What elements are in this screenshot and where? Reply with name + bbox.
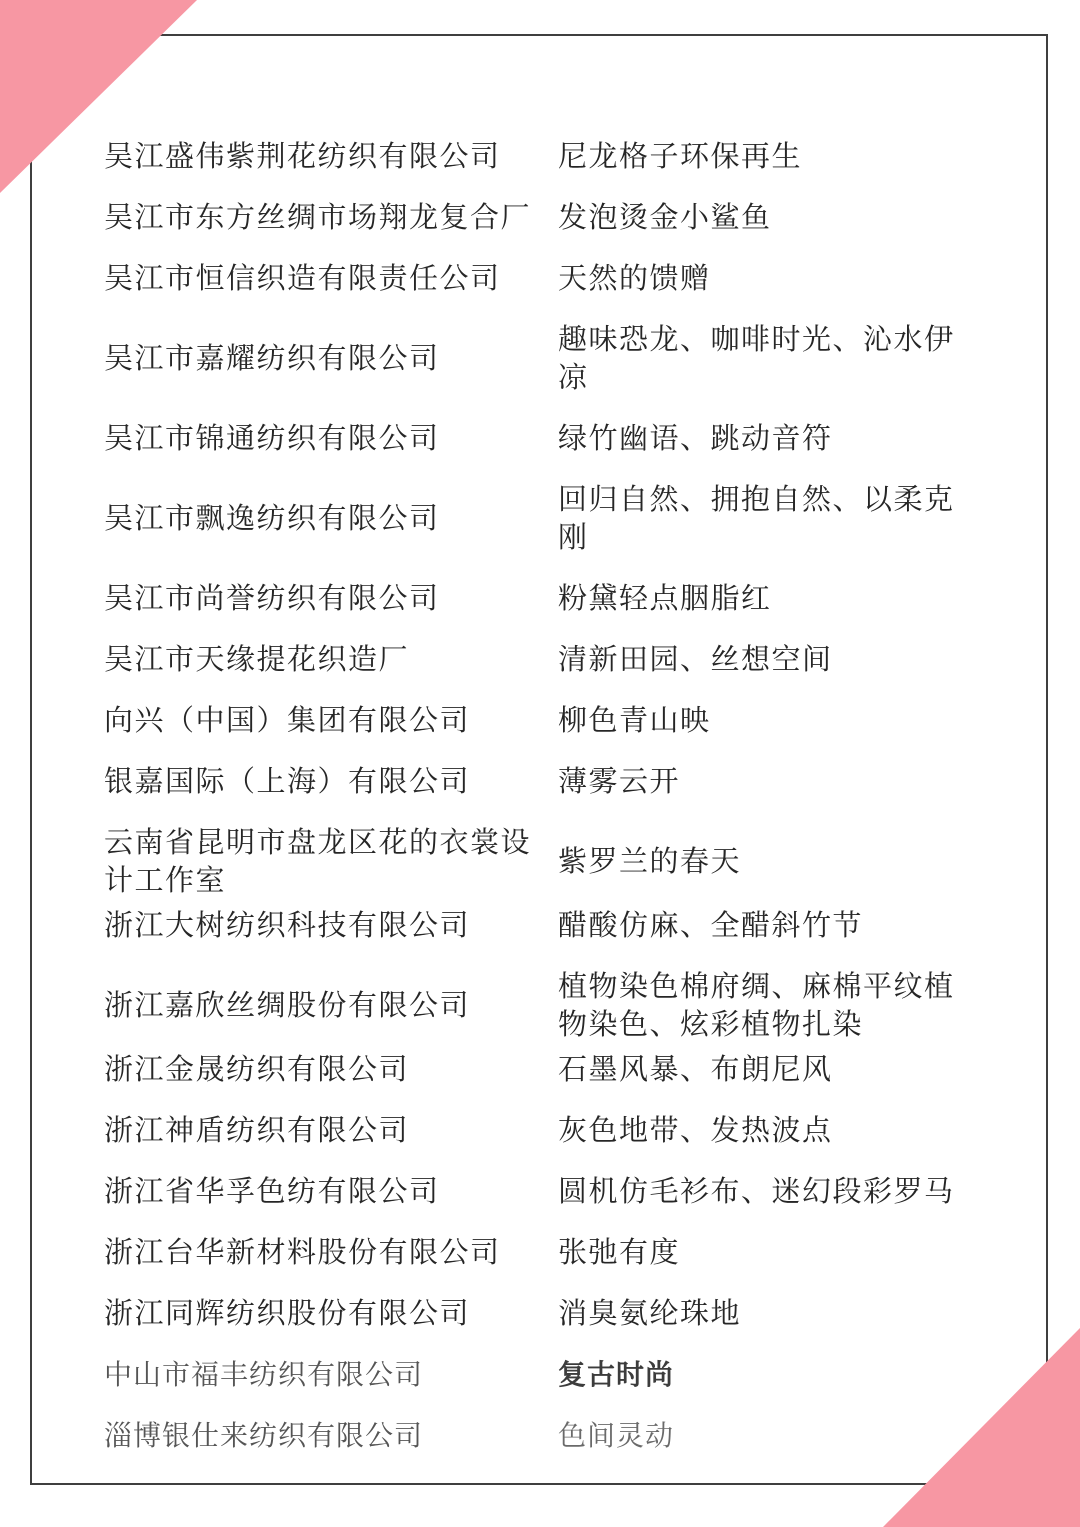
product-names: 张弛有度 xyxy=(558,1237,681,1269)
table-row xyxy=(104,763,982,801)
product-names: 薄雾云开 xyxy=(558,766,681,798)
table-row xyxy=(104,1112,982,1150)
company-name: 吴江市恒信织造有限责任公司 xyxy=(104,263,501,295)
company-name: 中山市福丰纺织有限公司 xyxy=(104,1359,424,1390)
company-name: 吴江盛伟紫荆花纺织有限公司 xyxy=(104,141,501,173)
company-name: 向兴（中国）集团有限公司 xyxy=(104,705,471,737)
table-row xyxy=(104,260,982,298)
product-names: 粉黛轻点胭脂红 xyxy=(558,583,772,615)
product-names: 紫罗兰的春天 xyxy=(558,846,742,878)
table-row xyxy=(104,580,982,618)
product-names: 色间灵动 xyxy=(558,1420,675,1451)
product-names: 灰色地带、发热波点 xyxy=(558,1115,833,1147)
company-name: 云南省昆明市盘龙区花的衣裳设计工作室 xyxy=(104,827,532,897)
company-product-list xyxy=(104,138,982,1478)
table-row xyxy=(104,1234,982,1272)
company-name: 吴江市飘逸纺织有限公司 xyxy=(104,503,440,535)
table-row xyxy=(104,321,982,397)
table-row xyxy=(104,138,982,176)
product-names: 消臭氨纶珠地 xyxy=(558,1298,742,1330)
company-name: 吴江市天缘提花织造厂 xyxy=(104,644,410,676)
company-name: 吴江市锦通纺织有限公司 xyxy=(104,423,440,455)
company-name: 吴江市东方丝绸市场翔龙复合厂 xyxy=(104,202,532,234)
product-names: 圆机仿毛衫布、迷幻段彩罗马 xyxy=(558,1176,955,1208)
product-names: 绿竹幽语、跳动音符 xyxy=(558,423,833,455)
company-name: 浙江金晟纺织有限公司 xyxy=(104,1054,410,1086)
table-row xyxy=(104,1051,982,1089)
product-names: 回归自然、拥抱自然、以柔克刚 xyxy=(558,484,955,554)
table-row xyxy=(104,641,982,679)
product-names: 清新田园、丝想空间 xyxy=(558,644,833,676)
table-row xyxy=(104,907,982,945)
table-row xyxy=(104,1356,982,1394)
product-names: 发泡烫金小鲨鱼 xyxy=(558,202,772,234)
company-name: 浙江台华新材料股份有限公司 xyxy=(104,1237,501,1269)
table-row xyxy=(104,1417,982,1455)
table-row xyxy=(104,1295,982,1333)
product-names: 复古时尚 xyxy=(558,1359,675,1390)
table-row xyxy=(104,481,982,557)
table-row xyxy=(104,1173,982,1211)
product-names: 醋酸仿麻、全醋斜竹节 xyxy=(558,910,864,942)
table-row xyxy=(104,702,982,740)
company-name: 浙江省华孚色纺有限公司 xyxy=(104,1176,440,1208)
company-name: 吴江市尚誉纺织有限公司 xyxy=(104,583,440,615)
table-row xyxy=(104,199,982,237)
product-names: 石墨风暴、布朗尼风 xyxy=(558,1054,833,1086)
company-name: 浙江神盾纺织有限公司 xyxy=(104,1115,410,1147)
company-name: 银嘉国际（上海）有限公司 xyxy=(104,766,471,798)
company-name: 淄博银仕来纺织有限公司 xyxy=(104,1420,424,1451)
product-names: 植物染色棉府绸、麻棉平纹植物染色、炫彩植物扎染 xyxy=(558,971,955,1041)
product-names: 尼龙格子环保再生 xyxy=(558,141,803,173)
table-row xyxy=(104,968,982,1044)
company-name: 浙江大树纺织科技有限公司 xyxy=(104,910,471,942)
table-row xyxy=(104,420,982,458)
company-name: 吴江市嘉耀纺织有限公司 xyxy=(104,343,440,375)
product-names: 天然的馈赠 xyxy=(558,263,711,295)
company-name: 浙江嘉欣丝绸股份有限公司 xyxy=(104,990,471,1022)
product-names: 趣味恐龙、咖啡时光、沁水伊凉 xyxy=(558,324,955,394)
table-row xyxy=(104,824,982,900)
product-names: 柳色青山映 xyxy=(558,705,711,737)
company-name: 浙江同辉纺织股份有限公司 xyxy=(104,1298,471,1330)
